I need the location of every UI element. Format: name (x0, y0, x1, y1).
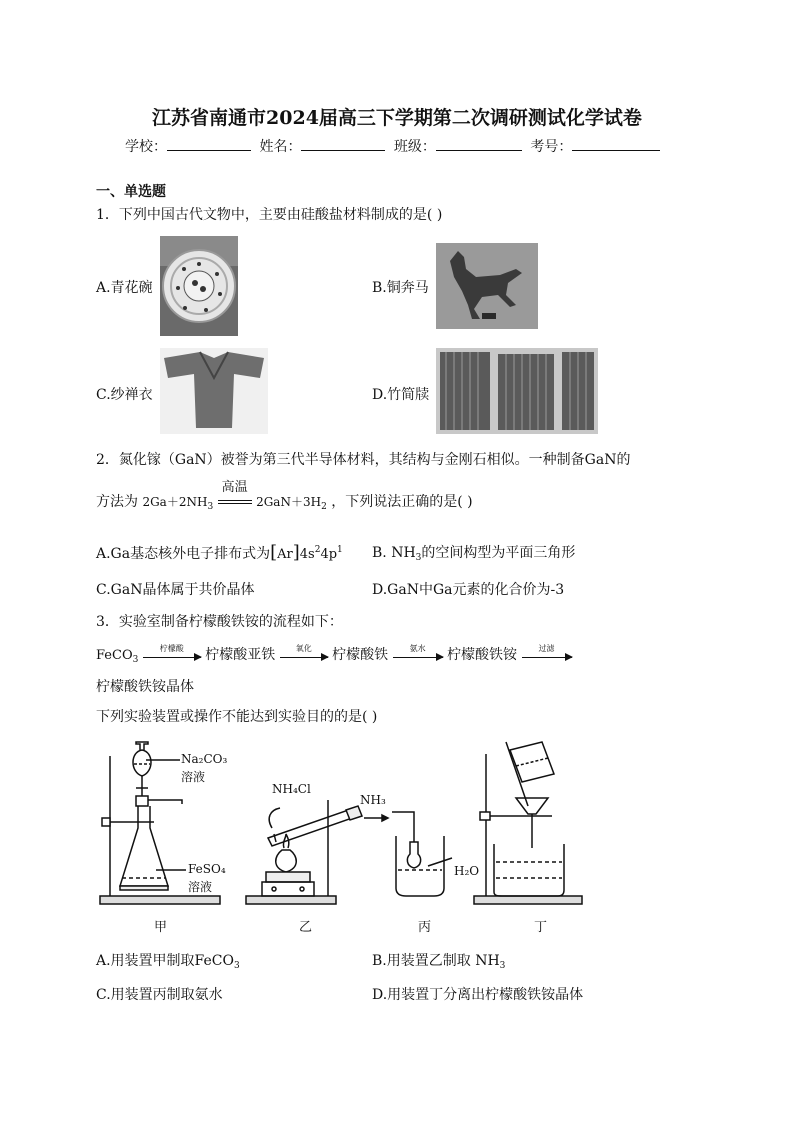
q2-prefix: 方法为 (96, 494, 138, 510)
blue-white-bowl-image (160, 236, 238, 336)
flow-product-1: 柠檬酸亚铁 (205, 647, 276, 663)
flow-end-product: 柠檬酸铁铵晶体 (96, 679, 194, 695)
flow-arrow-4: 过滤 (522, 653, 572, 658)
student-info-line (125, 136, 664, 156)
exam-number-label: 考号： (530, 139, 573, 155)
school-label: 学校： (125, 139, 167, 155)
q1-option-a[interactable]: A.青花碗 (96, 280, 153, 296)
name-blank[interactable] (301, 136, 385, 151)
apparatus-yi (246, 800, 362, 904)
q3-flow (96, 644, 572, 665)
page-title: 江苏省南通市2024届高三下学期第二次调研测试化学试卷 (152, 107, 642, 129)
q3-question: 下列实验装置或操作不能达到实验目的的是( ) (96, 709, 378, 725)
flow-start: FeCO$_3$ (96, 648, 139, 665)
bronze-horse-image (436, 243, 538, 329)
caption-yi: 乙 (299, 920, 313, 935)
q2-option-a[interactable]: A.Ga基态核外电子排布式为$[Ar]4s^24p^1$ (96, 542, 343, 563)
jia-label-feso4: FeSO₄ (188, 862, 226, 876)
q2-equation-right: $2GaN+3H_2$ (256, 495, 327, 512)
q3-option-a[interactable]: A.用装置甲制取FeCO$_3$ (96, 953, 240, 971)
silk-robe-image (160, 348, 268, 434)
q1-option-d[interactable]: D.竹简牍 (372, 387, 430, 403)
jia-label-solution-1: 溶液 (181, 770, 206, 784)
apparatus-bing (364, 812, 452, 896)
q2-option-c[interactable]: C.GaN晶体属于共价晶体 (96, 582, 255, 598)
flow-product-3: 柠檬酸铁铵 (447, 647, 518, 663)
class-blank[interactable] (436, 136, 522, 151)
q1-stem: 1．下列中国古代文物中，主要由硅酸盐材料制成的是( ) (96, 207, 443, 223)
q2-stem-line2 (96, 480, 473, 517)
name-label: 姓名： (259, 139, 302, 155)
q2-suffix: ，下列说法正确的是( ) (331, 494, 473, 510)
section-heading: 一、单选题 (96, 184, 166, 200)
q3-option-b[interactable]: B.用装置乙制取 $NH_3$ (372, 953, 506, 971)
bing-label-h2o: H₂O (454, 864, 480, 878)
school-blank[interactable] (167, 136, 251, 151)
q2-stem-line1: 2．氮化镓（GaN）被誉为第三代半导体材料，其结构与金刚石相似。一种制备GaN的 (96, 452, 631, 468)
flow-arrow-3: 氨水 (393, 653, 443, 658)
q2-option-b[interactable]: B. $NH_3$的空间构型为平面三角形 (372, 545, 576, 563)
q1-option-b[interactable]: B.铜奔马 (372, 280, 429, 296)
caption-ding: 丁 (534, 920, 548, 935)
q3-stem: 3．实验室制备柠檬酸铁铵的流程如下： (96, 614, 343, 630)
bamboo-slips-image (436, 348, 598, 434)
q1-option-c[interactable]: C.纱禅衣 (96, 387, 153, 403)
caption-bing: 丙 (418, 920, 432, 935)
q3-option-d[interactable]: D.用装置丁分离出柠檬酸铁铵晶体 (372, 987, 584, 1003)
q2-equation-left: $2Ga+2NH_3$ (142, 495, 214, 512)
bing-label-nh3: NH₃ (360, 793, 386, 807)
flow-arrow-1: 柠檬酸 (143, 653, 201, 658)
jia-label-na2co3: Na₂CO₃ (181, 752, 228, 766)
q2-option-d[interactable]: D.GaN中Ga元素的化合价为-3 (372, 582, 565, 598)
apparatus-figure (96, 738, 596, 908)
class-label: 班级： (393, 139, 436, 155)
exam-number-blank[interactable] (572, 136, 660, 151)
q2-equation-condition: 高温 (218, 500, 252, 504)
jia-label-solution-2: 溶液 (188, 880, 213, 894)
q3-option-c[interactable]: C.用装置丙制取氨水 (96, 987, 223, 1003)
apparatus-ding (474, 742, 582, 904)
flow-product-2: 柠檬酸铁 (332, 647, 389, 663)
yi-label-nh4cl: NH₄Cl (272, 782, 311, 796)
caption-jia: 甲 (154, 920, 168, 935)
flow-arrow-2: 氧化 (280, 653, 328, 658)
